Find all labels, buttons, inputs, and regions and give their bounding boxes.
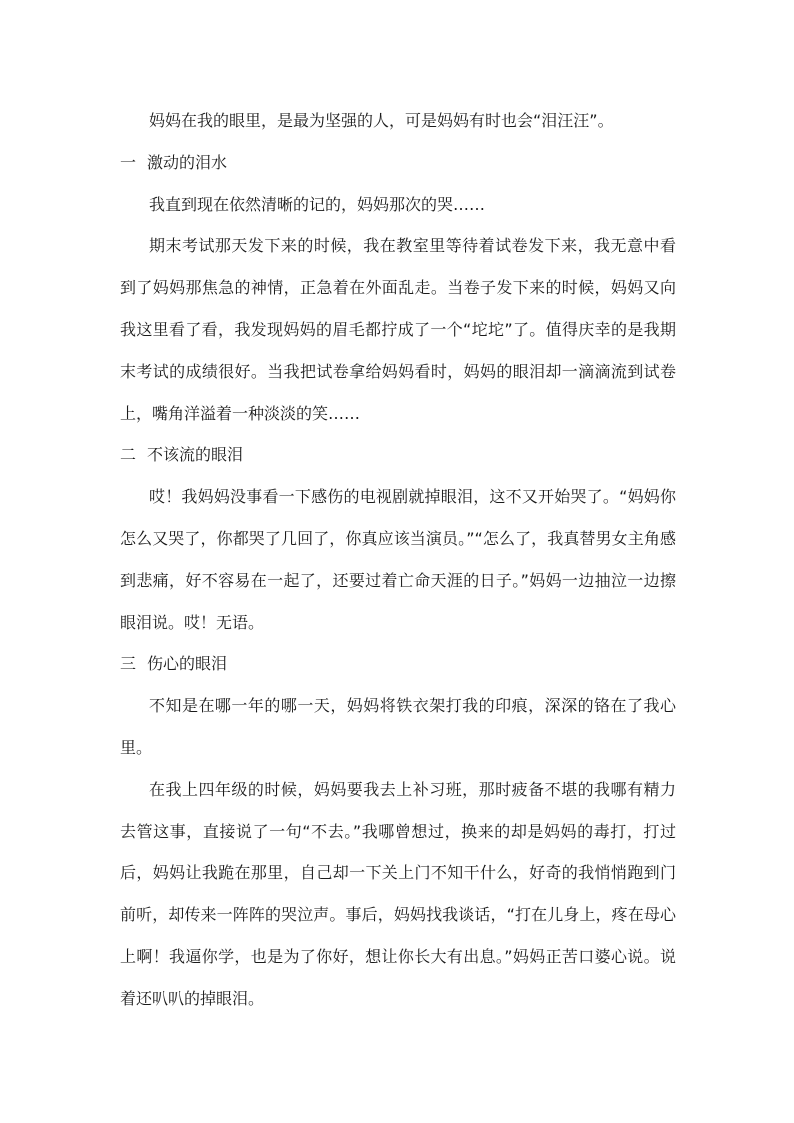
body-paragraph: 哎！我妈妈没事看一下感伤的电视剧就掉眼泪，这不又开始哭了。“妈妈你怎么又哭了，你都哭了几回了，你真应该当演员。”“怎么了，我真替男女主角感到悲痛，好不容易在一起了，还要过着亡命天涯的日子。”妈妈一边抽泣一边擦眼泪说。哎！无语。 bbox=[120, 487, 676, 632]
section-heading-1 bbox=[120, 142, 676, 184]
section-heading-2 bbox=[120, 434, 676, 476]
section-number: 一 bbox=[120, 152, 137, 172]
section-title: 不该流的眼泪 bbox=[147, 445, 244, 465]
body-paragraph: 期末考试那天发下来的时候，我在教室里等待着试卷发下来，我无意中看到了妈妈那焦急的神情，正急着在外面乱走。当卷子发下来的时候，妈妈又向我这里看了看，我发现妈妈的眉毛都拧成了一个“坨坨”了。值得庆幸的是我期末考试的成绩很好。当我把试卷拿给妈妈看时，妈妈的眼泪却一滴滴流到试卷上，嘴角洋溢着一种淡淡的笑…… bbox=[120, 236, 676, 423]
section-title: 激动的泪水 bbox=[147, 152, 228, 172]
body-paragraph: 我直到现在依然清晰的记的，妈妈那次的哭…… bbox=[149, 194, 486, 214]
document-body bbox=[120, 100, 676, 1020]
section-number: 三 bbox=[120, 654, 137, 674]
body-paragraph: 不知是在哪一年的哪一天，妈妈将铁衣架打我的印痕，深深的铬在了我心里。 bbox=[120, 696, 676, 757]
section-title: 伤心的眼泪 bbox=[147, 654, 228, 674]
section-number: 二 bbox=[120, 445, 137, 465]
section-heading-3 bbox=[120, 643, 676, 685]
intro-paragraph: 妈妈在我的眼里，是最为坚强的人，可是妈妈有时也会“泪汪汪”。 bbox=[149, 111, 614, 130]
body-paragraph: 在我上四年级的时候，妈妈要我去上补习班，那时疲备不堪的我哪有精力去管这事，直接说了一句“不去。”我哪曾想过，换来的却是妈妈的毒打，打过后，妈妈让我跪在那里，自己却一下关上门不知干什么，好奇的我悄悄跑到门前听，却传来一阵阵的哭泣声。事后，妈妈找我谈话，“打在儿身上，疼在母心上啊！我逼你学，也是为了你好，想让你长大有出息。”妈妈正苦口婆心说。说着还叭叭的掉眼泪。 bbox=[120, 779, 676, 1008]
